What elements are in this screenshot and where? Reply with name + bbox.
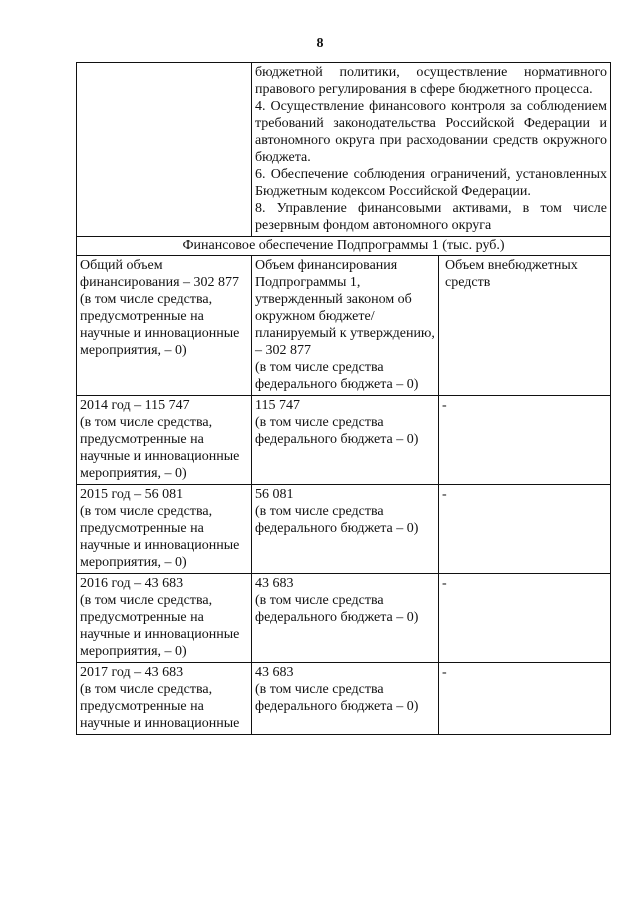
year-total-cell: 2015 год – 56 081 (в том числе средства, предусмотренные на научные и инновационные мероприятия, – 0) <box>77 485 252 574</box>
year-subprogram-cell: 43 683 (в том числе средства федерального бюджета – 0) <box>252 663 439 735</box>
year-total-cell: 2017 год – 43 683 (в том числе средства, предусмотренные на научные и инновационные <box>77 663 252 735</box>
table-row-2015 <box>77 485 611 574</box>
year-subprogram-cell: 56 081 (в том числе средства федерального бюджета – 0) <box>252 485 439 574</box>
section-title: Финансовое обеспечение Подпрограммы 1 (тыс. руб.) <box>77 237 611 256</box>
year-subprogram-cell: 43 683 (в том числе средства федерального бюджета – 0) <box>252 574 439 663</box>
page-number: 8 <box>316 36 324 51</box>
table-row-2016 <box>77 574 611 663</box>
year-extrabudget-cell: - <box>439 485 611 574</box>
header-subprogram-financing: Объем финансирования Подпрограммы 1, утвержденный законом об окружном бюджете/ планируемый к утверждению, – 302 877 (в том числе средства федерального бюджета – 0) <box>252 256 439 396</box>
header-extrabudget: Объем внебюджетных средств <box>439 256 611 396</box>
year-total-cell: 2016 год – 43 683 (в том числе средства, предусмотренные на научные и инновационные мероприятия, – 0) <box>77 574 252 663</box>
year-total-cell: 2014 год – 115 747 (в том числе средства, предусмотренные на научные и инновационные мероприятия, – 0) <box>77 396 252 485</box>
goals-row <box>77 63 611 237</box>
year-subprogram-cell: 115 747 (в том числе средства федерального бюджета – 0) <box>252 396 439 485</box>
goals-text: бюджетной политики, осуществление нормативного правового регулирования в сфере бюджетного процесса. 4. Осуществление финансового контроля за соблюдением требований законодательства Российской Федерации и автономного округа при расходовании средств окружного бюджета. 6. Обеспечение соблюдения ограничений, установленных Бюджетным кодексом Российской Федерации. 8. Управление финансовыми активами, в том числе резервным фондом автономного округа <box>252 63 611 237</box>
table-row-2014 <box>77 396 611 485</box>
header-total-financing: Общий объем финансирования – 302 877 (в том числе средства, предусмотренные на научные и инновационные мероприятия, – 0) <box>77 256 252 396</box>
goals-label-cell <box>77 63 252 237</box>
table-header-row <box>77 256 611 396</box>
financing-table <box>76 62 611 735</box>
section-title-row <box>77 237 611 256</box>
table-row-2017 <box>77 663 611 735</box>
year-extrabudget-cell: - <box>439 663 611 735</box>
year-extrabudget-cell: - <box>439 574 611 663</box>
year-extrabudget-cell: - <box>439 396 611 485</box>
